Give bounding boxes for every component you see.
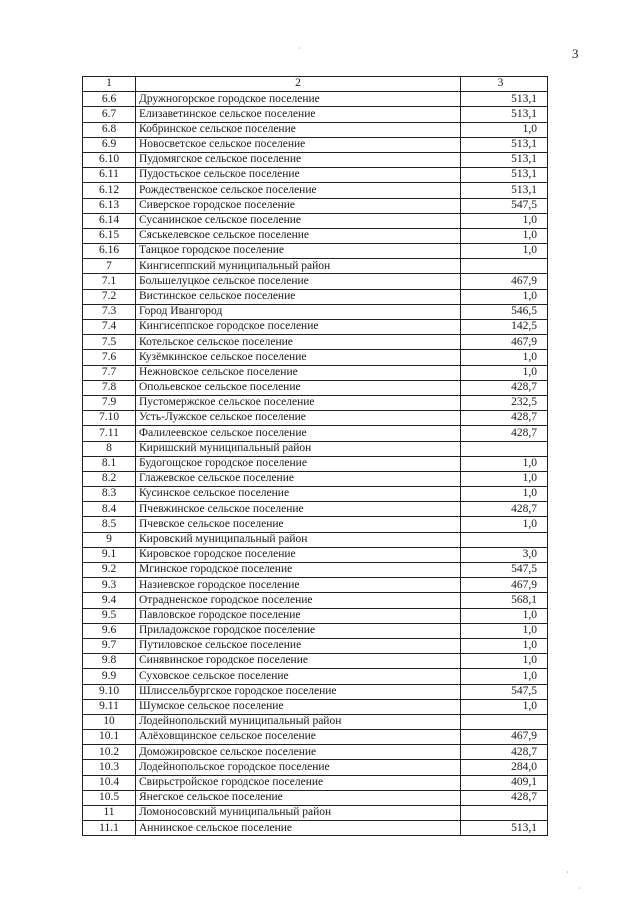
row-name-cell: Нежновское сельское поселение	[136, 365, 461, 380]
row-name-cell: Пустомержское сельское поселение	[136, 395, 461, 410]
row-name-cell: Пудомягское сельское поселение	[136, 152, 461, 167]
table-row	[83, 365, 548, 380]
row-number-cell: 8.4	[83, 502, 136, 517]
row-value-cell: 1,0	[461, 669, 548, 684]
row-value-cell: 284,0	[461, 760, 548, 775]
table-row	[83, 395, 548, 410]
row-value-cell	[461, 441, 548, 456]
row-number-cell: 9.4	[83, 593, 136, 608]
row-number-cell: 6.10	[83, 152, 136, 167]
row-number-cell: 7	[83, 259, 136, 274]
row-value-cell: 1,0	[461, 456, 548, 471]
row-number-cell: 6.16	[83, 244, 136, 259]
row-number-cell: 7.1	[83, 274, 136, 289]
row-number-cell: 7.2	[83, 289, 136, 304]
table-row	[83, 532, 548, 547]
row-name-cell: Алёховщинское сельское поселение	[136, 730, 461, 745]
row-value-cell: 1,0	[461, 228, 548, 243]
row-name-cell: Опольевское сельское поселение	[136, 380, 461, 395]
row-number-cell: 7.3	[83, 304, 136, 319]
row-name-cell: Глажевское сельское поселение	[136, 471, 461, 486]
row-name-cell: Кировский муниципальный район	[136, 532, 461, 547]
allocation-table	[82, 76, 548, 836]
row-name-cell: Суховское сельское поселение	[136, 669, 461, 684]
page-number: 3	[572, 46, 579, 61]
row-name-cell: Кусинское сельское поселение	[136, 487, 461, 502]
table-row	[83, 335, 548, 350]
row-number-cell: 9.11	[83, 699, 136, 714]
row-number-cell: 7.7	[83, 365, 136, 380]
row-value-cell: 1,0	[461, 623, 548, 638]
row-number-cell: 6.9	[83, 137, 136, 152]
scan-speck: ·	[298, 44, 301, 53]
table-row	[83, 380, 548, 395]
row-name-cell: Сиверское городское поселение	[136, 198, 461, 213]
row-number-cell: 7.11	[83, 426, 136, 441]
row-value-cell	[461, 714, 548, 729]
row-name-cell: Пчевское сельское поселение	[136, 517, 461, 532]
scan-speck: ·	[578, 884, 581, 893]
row-number-cell: 10.1	[83, 730, 136, 745]
row-name-cell: Кобринское сельское поселение	[136, 122, 461, 137]
row-number-cell: 8	[83, 441, 136, 456]
row-value-cell: 568,1	[461, 593, 548, 608]
row-number-cell: 11.1	[83, 821, 136, 836]
row-number-cell: 7.5	[83, 335, 136, 350]
row-name-cell: Ломоносовский муниципальный район	[136, 806, 461, 821]
row-name-cell: Приладожское городское поселение	[136, 623, 461, 638]
row-value-cell: 513,1	[461, 107, 548, 122]
row-value-cell: 1,0	[461, 608, 548, 623]
row-name-cell: Янегское сельское поселение	[136, 790, 461, 805]
table-row	[83, 456, 548, 471]
row-value-cell: 547,5	[461, 563, 548, 578]
row-name-cell: Котельское сельское поселение	[136, 335, 461, 350]
table-row	[83, 471, 548, 486]
table-row	[83, 821, 548, 836]
table-row	[83, 790, 548, 805]
row-number-cell: 9.5	[83, 608, 136, 623]
table-row	[83, 289, 548, 304]
table-row	[83, 593, 548, 608]
header-cell-value: 3	[461, 77, 548, 92]
row-number-cell: 8.3	[83, 487, 136, 502]
row-value-cell: 1,0	[461, 365, 548, 380]
table-row	[83, 304, 548, 319]
row-value-cell: 1,0	[461, 699, 548, 714]
table-header-row	[83, 77, 548, 92]
table-row	[83, 563, 548, 578]
table-row	[83, 137, 548, 152]
table-row	[83, 714, 548, 729]
row-name-cell: Кингисеппский муниципальный район	[136, 259, 461, 274]
table-row	[83, 441, 548, 456]
row-number-cell: 9.8	[83, 654, 136, 669]
row-number-cell: 10.3	[83, 760, 136, 775]
table-row	[83, 775, 548, 790]
row-name-cell: Павловское городское поселение	[136, 608, 461, 623]
row-value-cell: 142,5	[461, 320, 548, 335]
row-number-cell: 6.12	[83, 183, 136, 198]
row-number-cell: 9.3	[83, 578, 136, 593]
row-name-cell: Синявинское городское поселение	[136, 654, 461, 669]
row-value-cell: 1,0	[461, 654, 548, 669]
row-number-cell: 8.5	[83, 517, 136, 532]
row-name-cell: Дружногорское городское поселение	[136, 92, 461, 107]
row-name-cell: Будогощское городское поселение	[136, 456, 461, 471]
table-row	[83, 411, 548, 426]
row-number-cell: 6.6	[83, 92, 136, 107]
row-value-cell: 1,0	[461, 122, 548, 137]
row-name-cell: Усть-Лужское сельское поселение	[136, 411, 461, 426]
row-name-cell: Свирьстройское городское поселение	[136, 775, 461, 790]
table-row	[83, 274, 548, 289]
row-number-cell: 6.14	[83, 213, 136, 228]
table-row	[83, 684, 548, 699]
scan-speck: ·	[566, 868, 569, 877]
table-row	[83, 547, 548, 562]
table-row	[83, 228, 548, 243]
table-row	[83, 183, 548, 198]
table-row	[83, 426, 548, 441]
row-number-cell: 9.7	[83, 638, 136, 653]
table-row	[83, 654, 548, 669]
row-value-cell: 1,0	[461, 487, 548, 502]
row-value-cell: 467,9	[461, 274, 548, 289]
row-name-cell: Лодейнопольский муниципальный район	[136, 714, 461, 729]
table-row	[83, 669, 548, 684]
table-row	[83, 152, 548, 167]
row-value-cell	[461, 259, 548, 274]
row-name-cell: Таицкое городское поселение	[136, 244, 461, 259]
table-row	[83, 168, 548, 183]
row-value-cell: 467,9	[461, 730, 548, 745]
row-value-cell: 409,1	[461, 775, 548, 790]
table-row	[83, 578, 548, 593]
row-number-cell: 7.10	[83, 411, 136, 426]
table-row	[83, 806, 548, 821]
row-value-cell: 513,1	[461, 92, 548, 107]
row-name-cell: Сусанинское сельское поселение	[136, 213, 461, 228]
row-number-cell: 7.9	[83, 395, 136, 410]
row-number-cell: 9.10	[83, 684, 136, 699]
table-row	[83, 122, 548, 137]
row-value-cell: 428,7	[461, 426, 548, 441]
row-number-cell: 9.1	[83, 547, 136, 562]
row-name-cell: Мгинское городское поселение	[136, 563, 461, 578]
row-name-cell: Елизаветинское сельское поселение	[136, 107, 461, 122]
row-name-cell: Сяськелевское сельское поселение	[136, 228, 461, 243]
row-value-cell: 1,0	[461, 471, 548, 486]
table-row	[83, 350, 548, 365]
row-name-cell: Киришский муниципальный район	[136, 441, 461, 456]
row-name-cell: Пчевжинское сельское поселение	[136, 502, 461, 517]
row-number-cell: 6.13	[83, 198, 136, 213]
row-number-cell: 10	[83, 714, 136, 729]
row-number-cell: 8.1	[83, 456, 136, 471]
table-row	[83, 244, 548, 259]
row-name-cell: Кингисеппское городское поселение	[136, 320, 461, 335]
row-value-cell: 1,0	[461, 350, 548, 365]
row-value-cell: 513,1	[461, 152, 548, 167]
row-value-cell: 428,7	[461, 411, 548, 426]
row-name-cell: Шлиссельбургское городское поселение	[136, 684, 461, 699]
row-name-cell: Рождественское сельское поселение	[136, 183, 461, 198]
row-number-cell: 9.2	[83, 563, 136, 578]
table-row	[83, 213, 548, 228]
row-name-cell: Аннинское сельское поселение	[136, 821, 461, 836]
row-value-cell: 232,5	[461, 395, 548, 410]
row-value-cell: 1,0	[461, 244, 548, 259]
row-number-cell: 10.4	[83, 775, 136, 790]
row-value-cell: 428,7	[461, 502, 548, 517]
row-name-cell: Доможировское сельское поселение	[136, 745, 461, 760]
table-body	[83, 77, 548, 836]
table-row	[83, 502, 548, 517]
table-row	[83, 107, 548, 122]
row-name-cell: Фалилеевское сельское поселение	[136, 426, 461, 441]
row-number-cell: 6.15	[83, 228, 136, 243]
row-value-cell: 467,9	[461, 335, 548, 350]
row-number-cell: 9.9	[83, 669, 136, 684]
table-row	[83, 638, 548, 653]
row-name-cell: Большелуцкое сельское поселение	[136, 274, 461, 289]
table-row	[83, 487, 548, 502]
row-number-cell: 10.5	[83, 790, 136, 805]
row-value-cell: 547,5	[461, 684, 548, 699]
row-value-cell: 428,7	[461, 380, 548, 395]
row-value-cell: 467,9	[461, 578, 548, 593]
row-name-cell: Вистинское сельское поселение	[136, 289, 461, 304]
row-name-cell: Пудостьское сельское поселение	[136, 168, 461, 183]
row-number-cell: 7.8	[83, 380, 136, 395]
row-number-cell: 8.2	[83, 471, 136, 486]
row-number-cell: 10.2	[83, 745, 136, 760]
table-row	[83, 198, 548, 213]
table-row	[83, 320, 548, 335]
table-row	[83, 517, 548, 532]
table-row	[83, 730, 548, 745]
row-name-cell: Отрадненское городское поселение	[136, 593, 461, 608]
row-value-cell	[461, 532, 548, 547]
row-name-cell: Город Ивангород	[136, 304, 461, 319]
row-value-cell: 428,7	[461, 790, 548, 805]
row-value-cell: 513,1	[461, 137, 548, 152]
row-name-cell: Лодейнопольское городское поселение	[136, 760, 461, 775]
row-name-cell: Шумское сельское поселение	[136, 699, 461, 714]
row-number-cell: 9	[83, 532, 136, 547]
row-name-cell: Путиловское сельское поселение	[136, 638, 461, 653]
row-number-cell: 7.4	[83, 320, 136, 335]
row-value-cell: 3,0	[461, 547, 548, 562]
table-row	[83, 745, 548, 760]
row-value-cell: 513,1	[461, 168, 548, 183]
row-number-cell: 9.6	[83, 623, 136, 638]
table-row	[83, 259, 548, 274]
row-value-cell	[461, 806, 548, 821]
row-value-cell: 513,1	[461, 183, 548, 198]
row-value-cell: 1,0	[461, 289, 548, 304]
table-row	[83, 623, 548, 638]
row-number-cell: 6.11	[83, 168, 136, 183]
table-row	[83, 92, 548, 107]
row-value-cell: 1,0	[461, 517, 548, 532]
table-row	[83, 760, 548, 775]
row-value-cell: 546,5	[461, 304, 548, 319]
row-name-cell: Кировское городское поселение	[136, 547, 461, 562]
table-row	[83, 608, 548, 623]
row-name-cell: Назиевское городское поселение	[136, 578, 461, 593]
table-row	[83, 699, 548, 714]
row-value-cell: 1,0	[461, 213, 548, 228]
row-name-cell: Новосветское сельское поселение	[136, 137, 461, 152]
row-value-cell: 513,1	[461, 821, 548, 836]
row-number-cell: 6.8	[83, 122, 136, 137]
row-value-cell: 547,5	[461, 198, 548, 213]
row-value-cell: 1,0	[461, 638, 548, 653]
row-number-cell: 7.6	[83, 350, 136, 365]
header-cell-name: 2	[136, 77, 461, 92]
row-name-cell: Кузёмкинское сельское поселение	[136, 350, 461, 365]
row-value-cell: 428,7	[461, 745, 548, 760]
row-number-cell: 11	[83, 806, 136, 821]
header-cell-number: 1	[83, 77, 136, 92]
row-number-cell: 6.7	[83, 107, 136, 122]
